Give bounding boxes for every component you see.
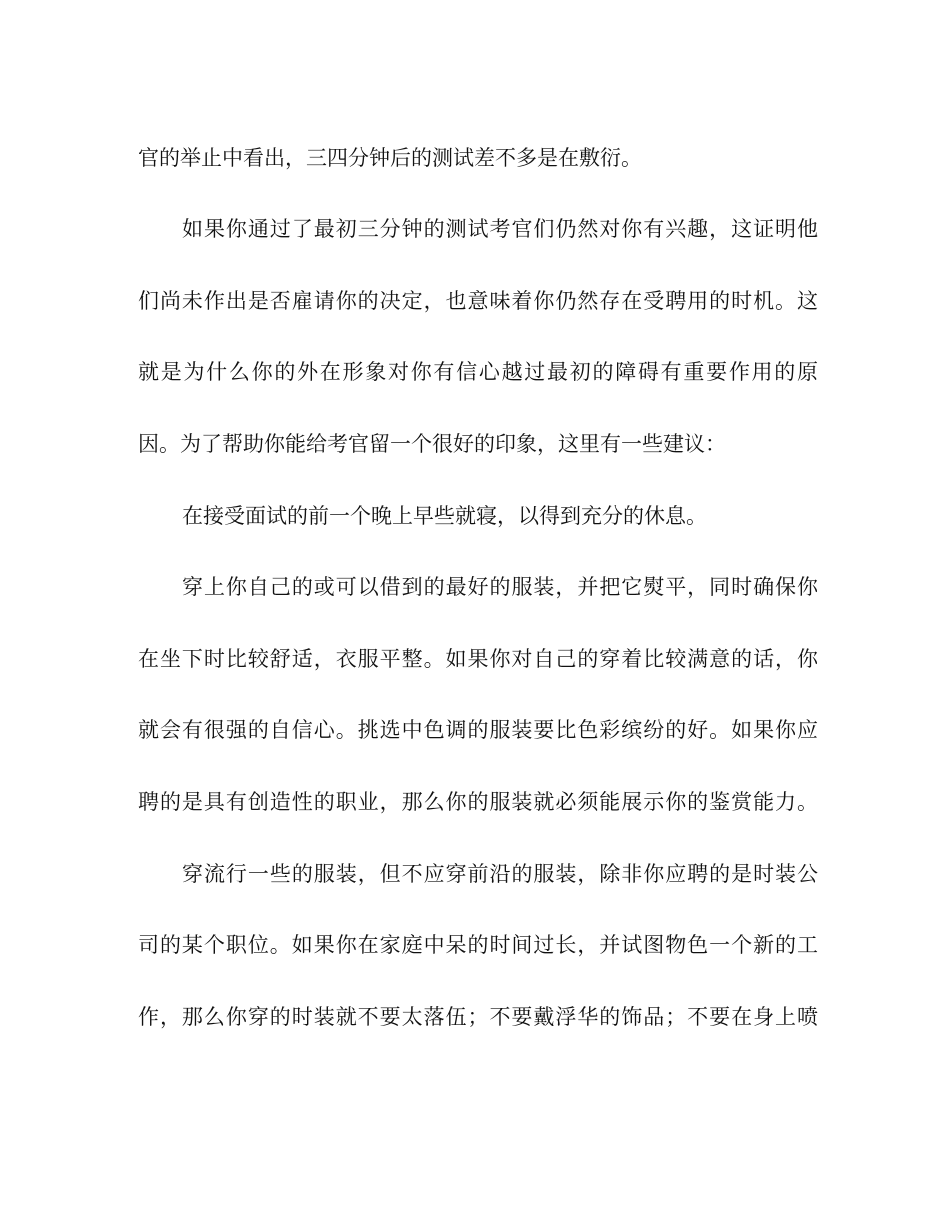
text-line: 因。为了帮助你能给考官留一个很好的印象，这里有一些建议： — [138, 432, 726, 456]
text-line: 司的某个职位。如果你在家庭中呆的时间过长，并试图物色一个新的工 — [138, 933, 818, 957]
text-line: 们尚未作出是否雇请你的决定，也意味着你仍然存在受聘用的时机。这 — [138, 289, 818, 313]
text-line: 在坐下时比较舒适，衣服平整。如果你对自己的穿着比较满意的话，你 — [138, 647, 818, 671]
text-line: 作，那么你穿的时装就不要太落伍；不要戴浮华的饰品；不要在身上喷 — [138, 1005, 818, 1029]
text-line: 穿上你自己的或可以借到的最好的服装，并把它熨平，同时确保你 — [182, 575, 818, 599]
text-line: 如果你通过了最初三分钟的测试考官们仍然对你有兴趣，这证明他 — [182, 217, 818, 241]
text-line: 聘的是具有创造性的职业，那么你的服装就必须能展示你的鉴赏能力。 — [138, 790, 818, 814]
text-line: 官的举止中看出，三四分钟后的测试差不多是在敷衍。 — [138, 146, 642, 170]
text-line: 在接受面试的前一个晚上早些就寝，以得到充分的休息。 — [182, 504, 707, 528]
text-line: 穿流行一些的服装，但不应穿前沿的服装，除非你应聘的是时装公 — [182, 862, 818, 886]
text-line: 就会有很强的自信心。挑选中色调的服装要比色彩缤纷的好。如果你应 — [138, 718, 818, 742]
text-line: 就是为什么你的外在形象对你有信心越过最初的障碍有重要作用的原 — [138, 360, 818, 384]
